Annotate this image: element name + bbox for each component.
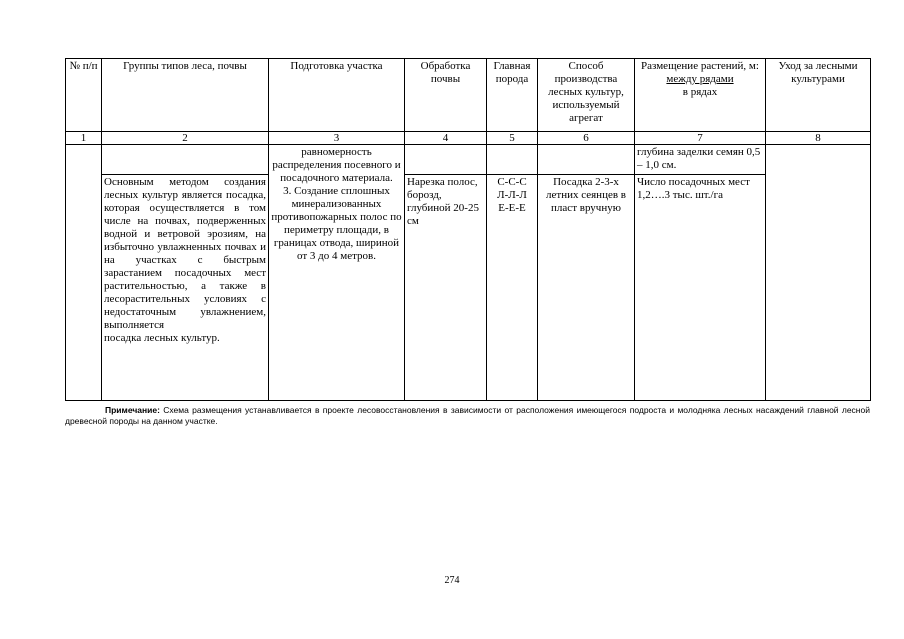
cell-empty — [102, 145, 269, 175]
footnote-label: Примечание: — [105, 405, 160, 415]
cell-empty — [538, 145, 635, 175]
column-number-row — [66, 132, 871, 145]
cell-planting-density: Число посадочных мест 1,2….3 тыс. шт./га — [635, 175, 766, 401]
column-number: 5 — [487, 132, 538, 145]
footnote-text: Схема размещения устанавливается в проекте лесовосстановления в зависимости от расположения имеющегося подроста и молодняка лесных насаждений главной лесной древесной породы на данном участке. — [65, 405, 870, 426]
cell-care — [766, 145, 871, 401]
header-placement-title: Размещение растений, м: — [641, 60, 759, 72]
column-number: 2 — [102, 132, 269, 145]
header-main-species: Главная порода — [487, 59, 538, 132]
column-number: 4 — [405, 132, 487, 145]
species-line: Е-Е-Е — [498, 202, 526, 214]
header-row — [66, 59, 871, 132]
forest-groups-text-last: посадка лесных культур. — [104, 332, 220, 344]
column-number: 1 — [66, 132, 102, 145]
column-number: 8 — [766, 132, 871, 145]
header-care: Уход за лесными культурами — [766, 59, 871, 132]
table-row — [66, 145, 871, 175]
cell-main-species — [487, 175, 538, 401]
column-number: 6 — [538, 132, 635, 145]
header-number: № п/п — [66, 59, 102, 132]
cell-empty — [487, 145, 538, 175]
cell-number — [66, 145, 102, 401]
column-number: 7 — [635, 132, 766, 145]
header-placement-between-rows: между рядами — [666, 73, 734, 85]
forest-groups-text: Основным методом создания лесных культур является посадка, которая осуществляется в том числе на почвах, подверженных водной и ветровой эрозиям, на избыточно увлажненных почвах и на участках с быстрым зарастанием посадочных мест растительностью, а также в лесорастительных условиях с недостаточным увлажнением, выполняется — [104, 176, 266, 331]
header-soil-treatment: Обработка почвы — [405, 59, 487, 132]
footnote — [65, 405, 870, 427]
species-line: Л-Л-Л — [497, 189, 527, 201]
header-placement-in-rows: в рядах — [682, 86, 718, 98]
cell-soil-treatment: Нарезка полос, борозд, глубиной 20-25 см — [405, 175, 487, 401]
table-row — [66, 175, 871, 401]
cell-sowing-depth: глубина заделки семян 0,5 – 1,0 см. — [635, 145, 766, 175]
site-prep-firebreaks: 3. Создание сплошных минерализованных противопожарных полос по периметру площади, в границах отвода, шириной от 3 до 4 метров. — [271, 185, 402, 262]
header-production-method: Способ производства лесных культур, используемый агрегат — [538, 59, 635, 132]
site-prep-continued: равномерность распределения посевного и посадочного материала. — [272, 146, 401, 184]
cell-production-method: Посадка 2-3-х летних сеянцев в пласт вручную — [538, 175, 635, 401]
page-number: 274 — [444, 575, 460, 586]
column-number: 3 — [269, 132, 405, 145]
forest-culture-table — [65, 58, 871, 401]
header-plant-placement — [635, 59, 766, 132]
cell-empty — [405, 145, 487, 175]
cell-site-preparation — [269, 145, 405, 401]
header-forest-groups: Группы типов леса, почвы — [102, 59, 269, 132]
cell-forest-groups — [102, 175, 269, 401]
species-line: С-С-С — [497, 176, 527, 188]
header-site-preparation: Подготовка участка — [269, 59, 405, 132]
